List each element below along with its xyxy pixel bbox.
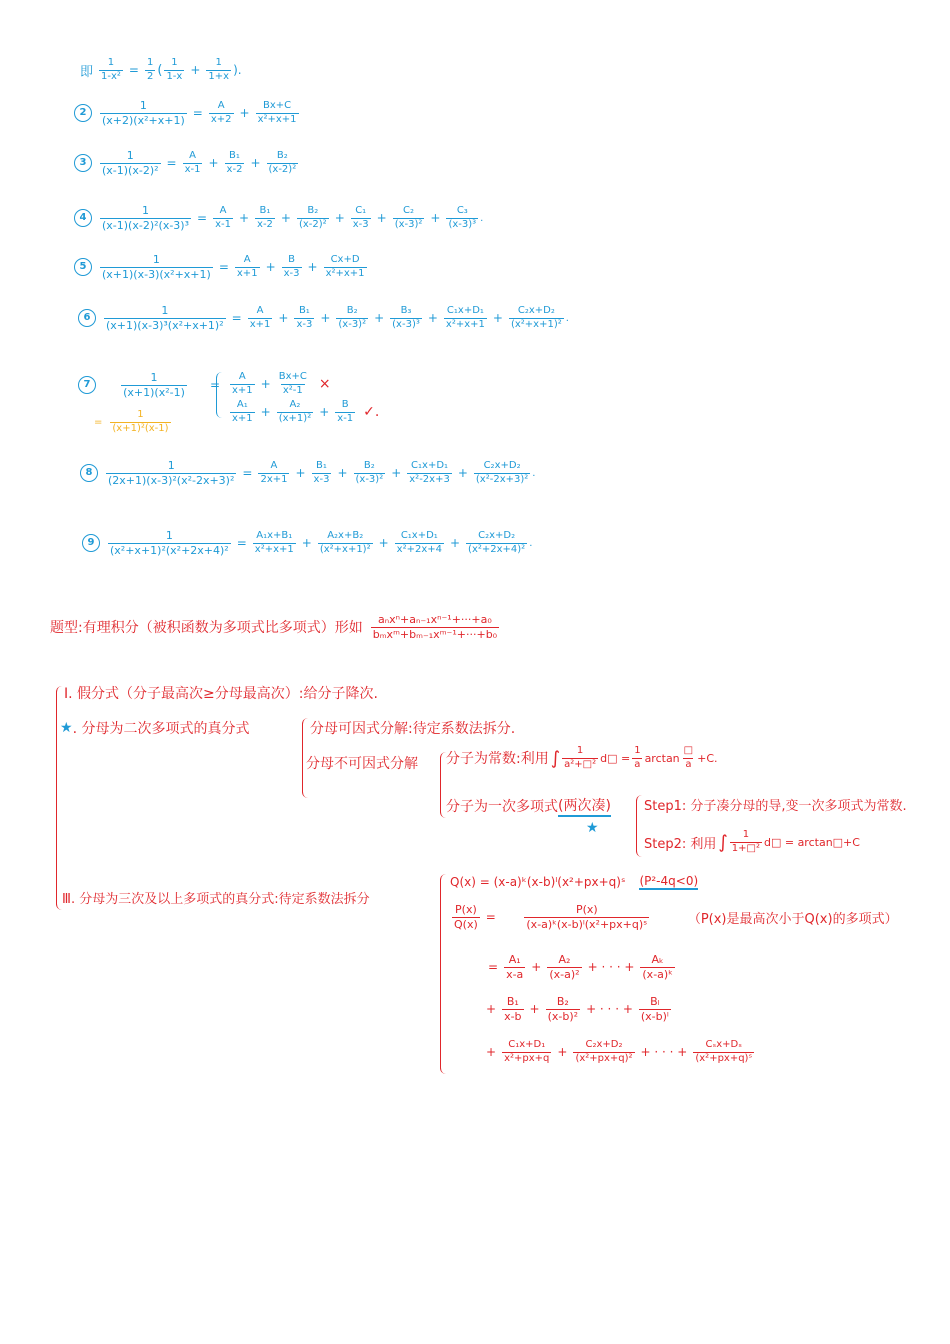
fraction: $\frac{Cx+D}{\text{x²+x+1}}$ xyxy=(325,254,365,279)
star-icon: ★ xyxy=(60,720,73,736)
fraction: $\frac{\text{A₂x+B₂}}{\text{(x²+x+1)²}}$ xyxy=(319,530,371,555)
q-definition: Q(x) = (x-a)ᵏ(x-b)ˡ(x²+px+q)ˢ (P²-4q<0) xyxy=(450,874,699,889)
fraction: $\frac{1}{\text{(x+2)(x²+x+1)}}$ xyxy=(102,99,185,127)
prefix: 即 xyxy=(80,64,94,80)
linear-numerator: 分子为一次多项式 (两次凑) xyxy=(446,795,611,817)
fraction: $\frac{\text{B₁}}{x-2}$ xyxy=(257,205,273,230)
fraction: $\frac{\text{B₂}}{\text{(x-3)²}}$ xyxy=(355,460,384,485)
equation-line-7: 7 $\frac{1}{\text{(x+1)(x²-1)}}$ = xyxy=(78,372,224,398)
fraction: $\frac{\text{C₃}}{\text{(x-3)³}}$ xyxy=(448,205,477,230)
item2-not-factorable: 分母不可因式分解 xyxy=(306,756,418,772)
fraction: $\frac{A}{x+1}$ xyxy=(232,371,253,396)
fraction: $\frac{\text{B₁}}{x-3}$ xyxy=(313,460,330,485)
fraction: $\frac{\text{C₂x+D₂}}{\text{(x²+2x+4)²}}$ xyxy=(468,530,526,555)
steps-brace xyxy=(636,795,643,857)
fraction: $\frac{Bx+C}{\text{x²+x+1}}$ xyxy=(257,100,297,125)
fraction: $\frac{\text{A₂}}{\text{(x+1)²}}$ xyxy=(278,399,312,424)
equation-line-4: 4 $\frac{1}{\text{(x-1)(x-2)²(x-3)³}}$ = $\frac{A}{x-1}$ + $\frac{\text{B₁}}{x-2}$ + $\frac{\text{B₂}}{\text{(x-2)²}}$ + $\frac{\text{C₁}}{x-3}$ + $\frac{\text{C₂}}{\text{(x-3)²}}$ + $\frac{\text{C₃}}{\text{(x-3)³}}$ . xyxy=(74,205,483,231)
fraction: $\frac{1}{\text{(x²+x+1)²(x²+2x+4)²}}$ xyxy=(110,529,229,557)
fraction: $\frac{\text{B₂}}{\text{(x-2)²}}$ xyxy=(268,150,297,175)
fraction: $\frac{1}{\text{1-x²}}$ xyxy=(101,57,121,82)
fraction: $\frac{A}{x-1}$ xyxy=(215,205,231,230)
step-2: Step2: 利用 ∫ $\frac{1}{\text{1+□²}}$ d□ = arctan□+C xyxy=(644,829,860,854)
fraction: $\frac{\text{B₂}}{\text{(x-b)²}}$ xyxy=(547,995,579,1023)
fraction: $\frac{\text{A₁x+B₁}}{\text{x²+x+1}}$ xyxy=(254,530,294,555)
fraction: $\frac{\text{C₂x+D₂}}{\text{(x²-2x+3)²}}$ xyxy=(475,460,529,485)
decomposition-row-a: = $\frac{\text{A₁}}{x-a}$ + $\frac{\text{A₂}}{\text{(x-a)²}}$ + · · · + $\frac{\text{Aₖ}}{\text{(x-a)ᵏ}}$ xyxy=(488,953,673,981)
fraction: $\frac{\text{A₁}}{x+1}$ xyxy=(232,399,253,424)
line7-option-1: $\frac{A}{x+1}$ + $\frac{Bx+C}{\text{x²-1}}$ × xyxy=(232,371,331,396)
fraction: $\frac{A}{x+1}$ xyxy=(236,254,258,279)
constant-numerator: 分子为常数:利用 ∫ $\frac{1}{\text{a²+□²}}$ d□ = $\frac{1}{a}$ arctan $\frac{□}{a}$ +C. xyxy=(446,745,718,770)
line7-option-2: $\frac{\text{A₁}}{x+1}$ + $\frac{\text{A₂}}{\text{(x+1)²}}$ + $\frac{B}{x-1}$ ✓. xyxy=(232,399,380,424)
line7-brace xyxy=(216,372,223,418)
decomposition-row-c: + $\frac{\text{C₁x+D₁}}{\text{x²+px+q}}$ + $\frac{\text{C₂x+D₂}}{\text{(x²+px+q)²}}$ + · · · + $\frac{\text{Cₛx+Dₛ}}{\text{(x²+px+q)ˢ}}$ xyxy=(486,1039,753,1064)
equation-line-6: 6 $\frac{1}{\text{(x+1)(x-3)³(x²+x+1)²}}$ = $\frac{A}{x+1}$ + $\frac{\text{B₁}}{x-3}$ + $\frac{\text{B₂}}{\text{(x-3)²}}$ + $\frac{\text{B₃}}{\text{(x-3)³}}$ + $\frac{\text{C₁x+D₁}}{\text{x²+x+1}}$ + $\frac{\text{C₂x+D₂}}{\text{(x²+x+1)²}}$ . xyxy=(78,305,569,331)
fraction: $\frac{\text{A₁}}{x-a}$ xyxy=(506,953,524,981)
fraction: $\frac{1}{1-x}$ xyxy=(166,57,183,82)
fraction: $\frac{\text{C₁x+D₁}}{\text{x²-2x+3}}$ xyxy=(409,460,450,485)
fraction: $\frac{1}{\text{a²+□²}}$ xyxy=(564,745,597,770)
equation-line-8: 8 $\frac{1}{\text{(2x+1)(x-3)²(x²-2x+3)²}}$ = $\frac{A}{2x+1}$ + $\frac{\text{B₁}}{x-3}$ + $\frac{\text{B₂}}{\text{(x-3)²}}$ + $\frac{\text{C₁x+D₁}}{\text{x²-2x+3}}$ + $\frac{\text{C₂x+D₂}}{\text{(x²-2x+3)²}}$ . xyxy=(80,460,535,486)
equation-line-9: 9 $\frac{1}{\text{(x²+x+1)²(x²+2x+4)²}}$ = $\frac{\text{A₁x+B₁}}{\text{x²+x+1}}$ + $\frac{\text{A₂x+B₂}}{\text{(x²+x+1)²}}$ + $\frac{\text{C₁x+D₁}}{\text{x²+2x+4}}$ + $\frac{\text{C₂x+D₂}}{\text{(x²+2x+4)²}}$ . xyxy=(82,530,532,556)
p-over-q: $\frac{P(x)}{Q(x)}$ = $\frac{P(x)}{\text{(x-a)ᵏ(x-b)ˡ(x²+px+q)ˢ}}$ （P(x)是最高次小于Q(x)的多项式） xyxy=(454,903,898,931)
item-quadratic-denominator: ★ . 分母为二次多项式的真分式 xyxy=(60,720,250,737)
fraction: $\frac{\text{Bₗ}}{\text{(x-b)ˡ}}$ xyxy=(640,995,669,1023)
circled-number: 2 xyxy=(74,104,92,122)
decomposition-row-b: + $\frac{\text{B₁}}{x-b}$ + $\frac{\text{B₂}}{\text{(x-b)²}}$ + · · · + $\frac{\text{Bₗ}}{\text{(x-b)ˡ}}$ xyxy=(486,995,669,1023)
fraction: $\frac{A}{x-1}$ xyxy=(184,150,201,175)
fraction: $\frac{\text{B₂}}{\text{(x-3)²}}$ xyxy=(338,305,367,330)
fraction: $\frac{\text{B₁}}{x-3}$ xyxy=(296,305,313,330)
fraction: $\frac{1}{2}$ xyxy=(146,57,154,82)
fraction: $\frac{\text{A₂}}{\text{(x-a)²}}$ xyxy=(549,953,580,981)
circled-number: 3 xyxy=(74,154,92,172)
step-1: Step1: 分子凑分母的导,变一次多项式为常数. xyxy=(644,799,907,814)
star-icon: ★ xyxy=(586,820,599,836)
circled-number: 9 xyxy=(82,534,100,552)
discriminant-condition: (P²-4q<0) xyxy=(639,874,699,888)
fraction: $\frac{1}{1+x}$ xyxy=(208,57,230,82)
circled-number: 5 xyxy=(74,258,92,276)
equation-line-3: 3 $\frac{1}{\text{(x-1)(x-2)²}}$ = $\frac{A}{x-1}$ + $\frac{\text{B₁}}{x-2}$ + $\frac{\text{B₂}}{\text{(x-2)²}}$ xyxy=(74,150,300,176)
fraction: $\frac{\text{B₁}}{x-2}$ xyxy=(226,150,243,175)
fraction: $\frac{\text{C₁}}{x-3}$ xyxy=(352,205,369,230)
fraction: $\frac{B}{x-3}$ xyxy=(283,254,300,279)
equation-line-0: 即 $\frac{1}{\text{1-x²}}$ = $\frac{1}{2}$ ( $\frac{1}{1-x}$ + $\frac{1}{1+x}$ ). xyxy=(80,57,242,82)
fraction: $\frac{\text{C₁x+D₁}}{\text{x²+x+1}}$ xyxy=(445,305,485,330)
fraction: $\frac{1}{\text{(x+1)(x²-1)}}$ xyxy=(123,371,185,399)
topic-title: 题型:有理积分（被积函数为多项式比多项式）形如 $\frac{\text{aₙxⁿ+aₙ₋₁xⁿ⁻¹+···+a₀}}{\text{bₘxᵐ+bₘ₋₁xᵐ⁻¹+···+b₀}}$ xyxy=(50,613,498,641)
fraction: $\frac{A}{2x+1}$ xyxy=(260,460,288,485)
fraction: $\frac{Bx+C}{\text{x²-1}}$ xyxy=(278,371,307,396)
circled-number: 4 xyxy=(74,209,92,227)
circled-number: 8 xyxy=(80,464,98,482)
fraction: $\frac{\text{Aₖ}}{\text{(x-a)ᵏ}}$ xyxy=(642,953,673,981)
line7-alternate: = $\frac{1}{\text{(x+1)²(x-1)}}$ xyxy=(94,409,169,434)
check-mark: ✓. xyxy=(363,404,380,420)
two-step-hint: (两次凑) xyxy=(558,795,611,817)
fraction: $\frac{\text{B₁}}{x-b}$ xyxy=(504,995,522,1023)
fraction: $\frac{P(x)}{Q(x)}$ xyxy=(454,903,478,931)
fraction: $\frac{\text{C₂x+D₂}}{\text{(x²+x+1)²}}$ xyxy=(510,305,562,330)
fraction: $\frac{1}{\text{1+□²}}$ xyxy=(731,829,760,854)
fraction: $\frac{1}{\text{(x+1)(x-3)(x²+x+1)}}$ xyxy=(102,253,211,281)
fraction: $\frac{P(x)}{\text{(x-a)ᵏ(x-b)ˡ(x²+px+q)ˢ}}$ xyxy=(526,903,648,931)
fraction: $\frac{1}{\text{(x-1)(x-2)²}}$ xyxy=(102,149,159,177)
fraction: $\frac{A}{x+2}$ xyxy=(210,100,232,125)
fraction: $\frac{\text{Cₛx+Dₛ}}{\text{(x²+px+q)ˢ}}$ xyxy=(695,1039,753,1064)
fraction: $\frac{1}{a}$ xyxy=(634,745,641,770)
fraction: $\frac{\text{C₁x+D₁}}{\text{x²+px+q}}$ xyxy=(504,1039,550,1064)
fraction: $\frac{□}{a}$ xyxy=(683,745,694,770)
fraction: $\frac{\text{C₂}}{\text{(x-3)²}}$ xyxy=(394,205,423,230)
fraction: $\frac{1}{\text{(2x+1)(x-3)²(x²-2x+3)²}}$ xyxy=(108,459,235,487)
fraction: $\frac{1}{\text{(x+1)²(x-1)}}$ xyxy=(112,409,169,434)
equation-line-2: 2 $\frac{1}{\text{(x+2)(x²+x+1)}}$ = $\frac{A}{x+2}$ + $\frac{Bx+C}{\text{x²+x+1}}$ xyxy=(74,100,301,126)
circled-number: 7 xyxy=(78,376,96,394)
equation-line-5: 5 $\frac{1}{\text{(x+1)(x-3)(x²+x+1)}}$ = $\frac{A}{x+1}$ + $\frac{B}{x-3}$ + $\frac{Cx+D}{\text{x²+x+1}}$ xyxy=(74,254,369,280)
item3-brace xyxy=(440,874,449,1074)
fraction: $\frac{A}{x+1}$ xyxy=(249,305,271,330)
fraction: $\frac{\text{C₂x+D₂}}{\text{(x²+px+q)²}}$ xyxy=(575,1039,633,1064)
fraction: $\frac{\text{C₁x+D₁}}{\text{x²+2x+4}}$ xyxy=(396,530,442,555)
item-improper-fraction: I. 假分式（分子最高次≥分母最高次）:给分子降次. xyxy=(64,686,378,702)
circled-number: 6 xyxy=(78,309,96,327)
fraction: $\frac{1}{\text{(x+1)(x-3)³(x²+x+1)²}}$ xyxy=(106,304,224,332)
fraction: $\frac{\text{B₂}}{\text{(x-2)²}}$ xyxy=(298,205,327,230)
rational-form: $\frac{\text{aₙxⁿ+aₙ₋₁xⁿ⁻¹+···+a₀}}{\text{bₘxᵐ+bₘ₋₁xᵐ⁻¹+···+b₀}}$ xyxy=(372,613,498,641)
wrong-mark: × xyxy=(318,376,331,392)
item-higher-degree: Ⅲ. 分母为三次及以上多项式的真分式:待定系数法拆分 xyxy=(62,892,370,907)
fraction: $\frac{B}{x-1}$ xyxy=(337,399,354,424)
fraction: $\frac{\text{B₃}}{\text{(x-3)³}}$ xyxy=(392,305,420,330)
fraction: $\frac{1}{\text{(x-1)(x-2)²(x-3)³}}$ xyxy=(102,204,190,232)
item2-factorable: 分母可因式分解:待定系数法拆分. xyxy=(310,721,516,737)
